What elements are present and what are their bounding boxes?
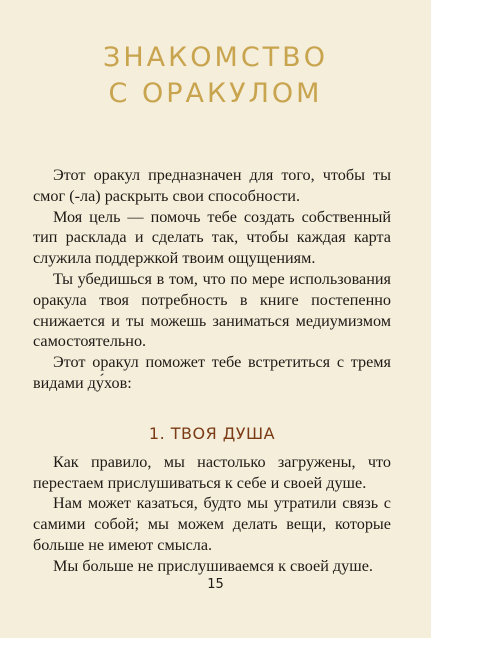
paragraph: Мы больше не прислушиваемся к своей душе. [53, 556, 373, 575]
paragraph: Ты убедишься в том, что по мере использования оракула твоя потребность в книге постепенно снижается и ты можешь заниматься медиумизмом самостоятельно. [33, 269, 391, 351]
page-number: 15 [207, 577, 224, 592]
chapter-title-line-2: С ОРАКУЛОМ [108, 78, 323, 109]
paragraph: Этот оракул предназначен для того, чтобы ты смог (-ла) раскрыть свои способности. [33, 166, 391, 205]
section-heading: 1. ТВОЯ ДУША [148, 423, 276, 443]
paragraph: Как правило, мы настолько загружены, что перестаем прислушиваться к себе и своей душе. [33, 452, 391, 492]
body-text [33, 165, 391, 577]
paragraph: Моя цель — помочь тебе создать собственный тип расклада и сделать так, чтобы каждая карта служила поддержкой твоим ощущениям. [33, 207, 391, 268]
chapter-title [0, 40, 431, 112]
paragraph: Нам может казаться, будто мы утратили связь с самими собой; мы можем делать вещи, которые больше не имеют смысла. [33, 494, 391, 554]
chapter-title-line-1: ЗНАКОМСТВО [103, 42, 328, 73]
paragraph: Этот оракул поможет тебе встретиться с тремя видами ду́хов: [33, 353, 391, 392]
